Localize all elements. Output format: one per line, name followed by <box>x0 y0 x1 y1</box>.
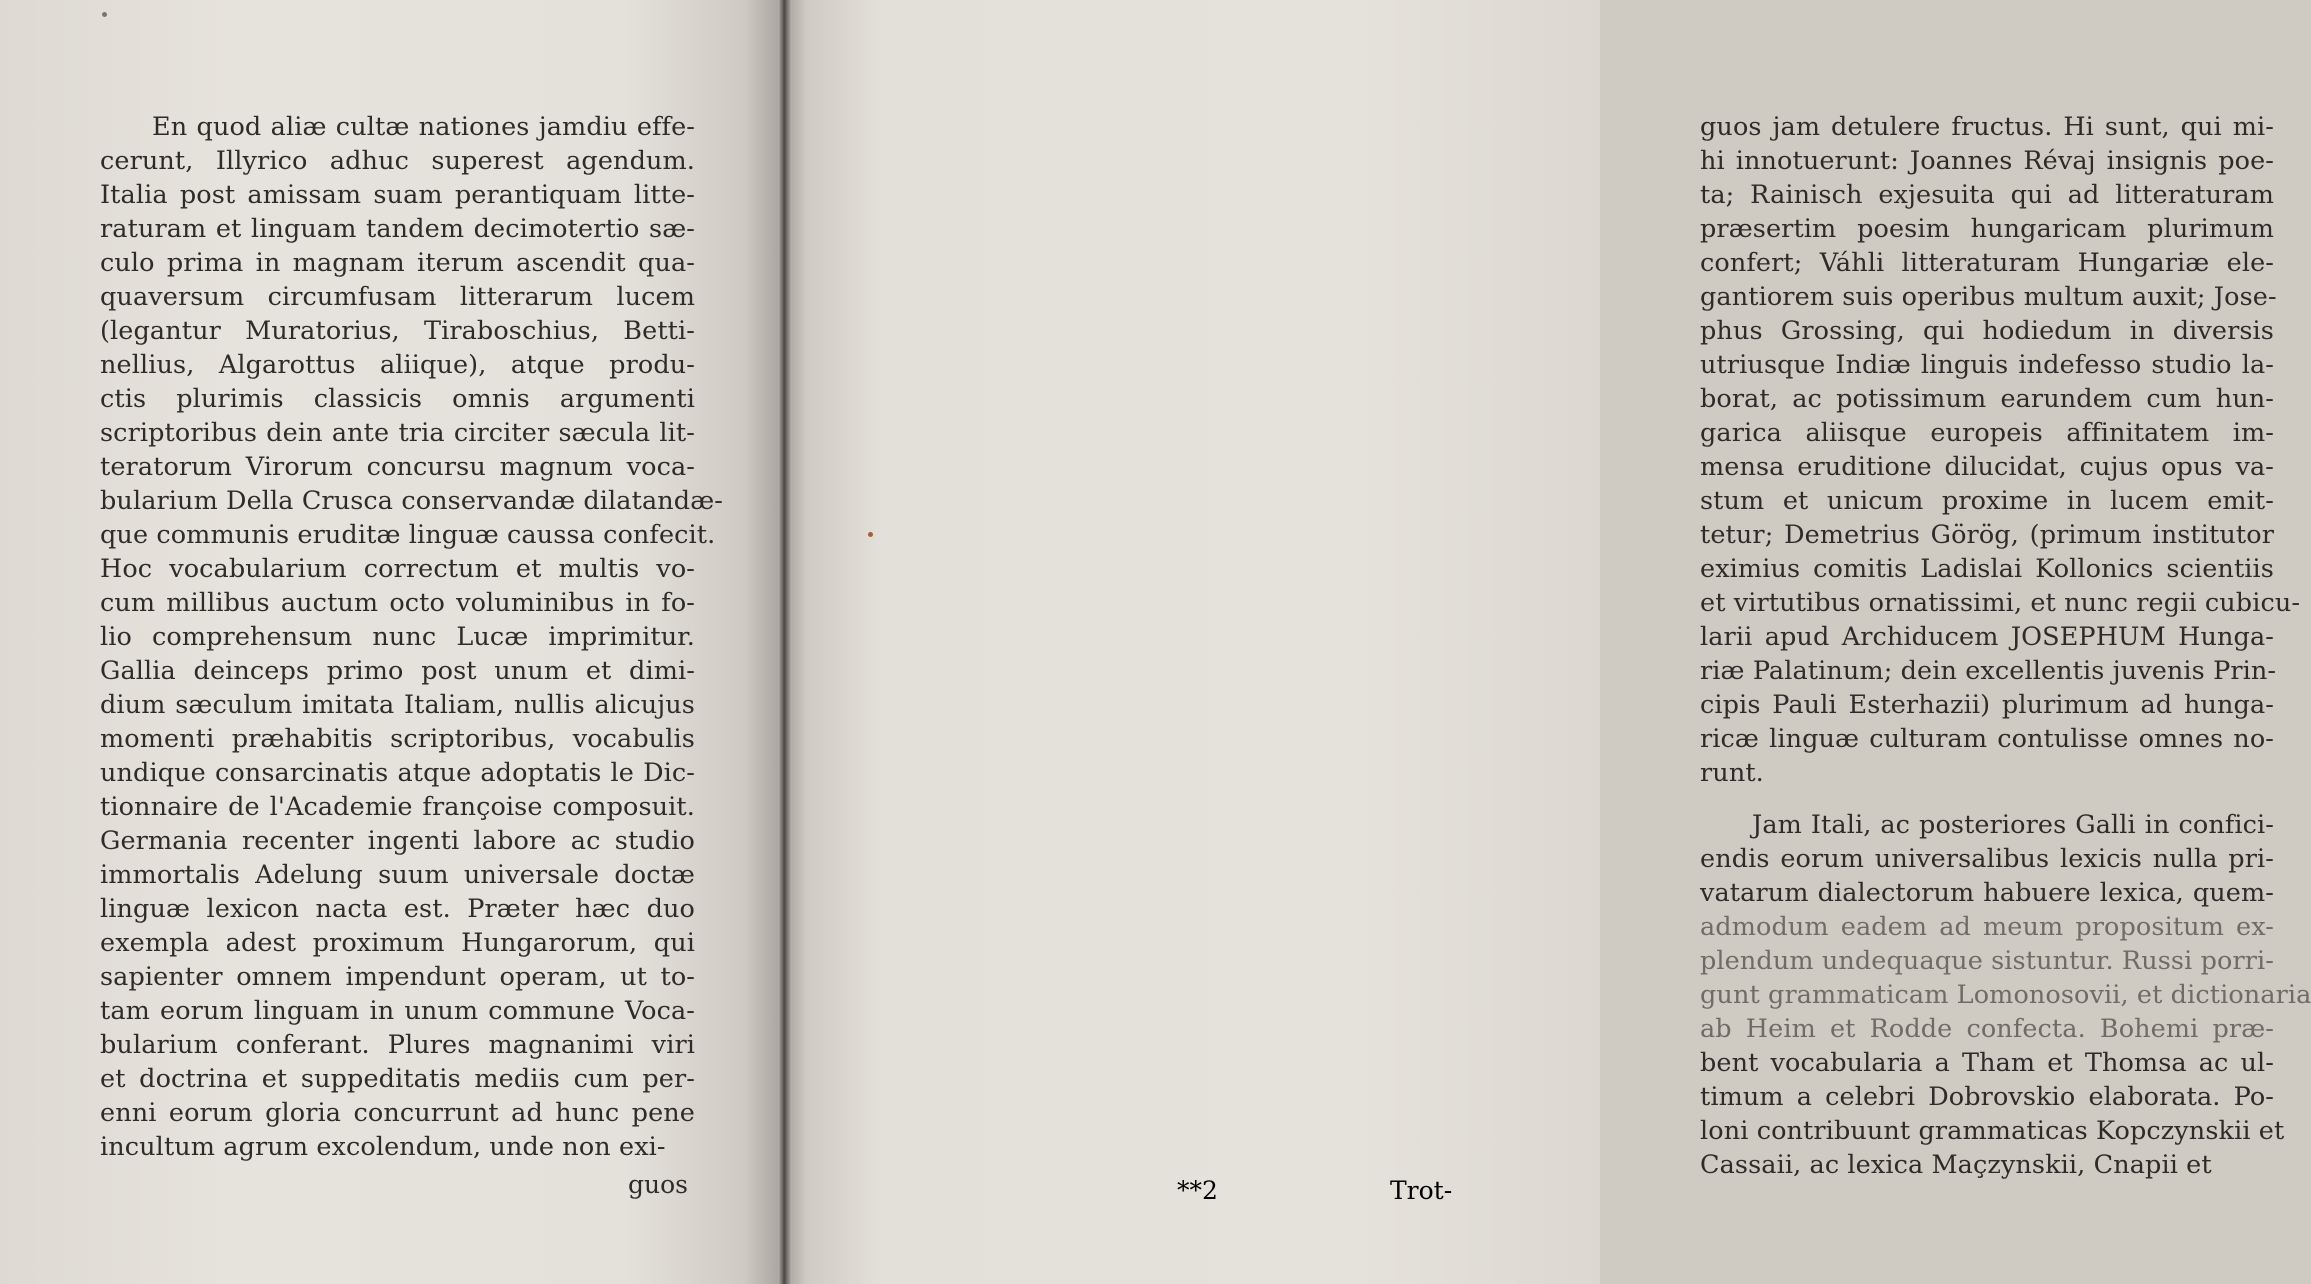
text-line: que communis eruditæ linguæ caussa confecit. <box>100 520 716 550</box>
left-page <box>0 0 782 1284</box>
text-line: phus Grossing, qui hodiedum in diversis <box>1700 316 2274 346</box>
text-line: runt. <box>1700 758 1764 788</box>
right-page <box>782 0 2311 1284</box>
text-line: Hoc vocabularium correctum et multis vo- <box>100 554 695 584</box>
text-line: tam eorum linguam in unum commune Voca- <box>100 996 695 1026</box>
text-line: enni eorum gloria concurrunt ad hunc pene <box>100 1098 695 1128</box>
left-page-text <box>100 110 723 1164</box>
left-catchword: guos <box>628 1170 688 1199</box>
text-line: tionnaire de l'Academie françoise composuit. <box>100 792 695 822</box>
text-line: bularium Della Crusca conservandæ dilatandæ- <box>100 486 723 516</box>
text-line: endis eorum universalibus lexicis nulla pri- <box>1700 844 2274 874</box>
text-line: garica aliisque europeis affinitatem im- <box>1700 418 2274 448</box>
text-line: Gallia deinceps primo post unum et dimi- <box>100 656 695 686</box>
text-line: cipis Pauli Esterhazii) plurimum ad hunga- <box>1700 690 2274 720</box>
text-line: ctis plurimis classicis omnis argumenti <box>100 384 695 414</box>
text-line: teratorum Virorum concursu magnum voca- <box>100 452 695 482</box>
text-line: bularium conferant. Plures magnanimi viri <box>100 1030 695 1060</box>
text-line: mensa eruditione dilucidat, cujus opus va- <box>1700 452 2274 482</box>
text-line: utriusque Indiæ linguis indefesso studio la- <box>1700 350 2274 380</box>
text-line: admodum eadem ad meum propositum ex- <box>1700 912 2274 942</box>
text-line: quaversum circumfusam litterarum lucem <box>100 282 695 312</box>
signature-mark: **2 <box>1177 1176 1218 1205</box>
text-line: undique consarcinatis atque adoptatis le Dic- <box>100 758 695 788</box>
text-line: Germania recenter ingenti labore ac studio <box>100 826 695 856</box>
text-line: præsertim poesim hungaricam plurimum <box>1700 214 2274 244</box>
text-line: et doctrina et suppeditatis mediis cum per- <box>100 1064 695 1094</box>
text-line: stum et unicum proxime in lucem emit- <box>1700 486 2274 516</box>
text-line: momenti præhabitis scriptoribus, vocabulis <box>100 724 695 754</box>
text-line: Cassaii, ac lexica Maçzynskii, Cnapii et <box>1700 1150 2212 1180</box>
right-catchword: Trot- <box>1390 1176 1453 1205</box>
text-line: cum millibus auctum octo voluminibus in fo- <box>100 588 695 618</box>
text-line: gunt grammaticam Lomonosovii, et dictionaria <box>1700 980 2311 1010</box>
text-line: larii apud Archiducem JOSEPHUM Hunga- <box>1700 622 2274 652</box>
text-line: plendum undequaque sistuntur. Russi porri- <box>1700 946 2274 976</box>
text-line: tetur; Demetrius Görög, (primum institutor <box>1700 520 2274 550</box>
text-line: (legantur Muratorius, Tiraboschius, Betti- <box>100 316 695 346</box>
text-line: ricæ linguæ culturam contulisse omnes no- <box>1700 724 2274 754</box>
text-line: exempla adest proximum Hungarorum, qui <box>100 928 695 958</box>
text-line: ta; Rainisch exjesuita qui ad litteraturam <box>1700 180 2274 210</box>
text-line: linguæ lexicon nacta est. Præter hæc duo <box>100 894 695 924</box>
text-line: cerunt, Illyrico adhuc superest agendum. <box>100 146 695 176</box>
text-line: borat, ac potissimum earundem cum hun- <box>1700 384 2274 414</box>
text-line: ab Heim et Rodde confecta. Bohemi præ- <box>1700 1014 2274 1044</box>
book-gutter <box>778 0 792 1284</box>
text-line: scriptoribus dein ante tria circiter sæcula lit- <box>100 418 695 448</box>
text-line: vatarum dialectorum habuere lexica, quem- <box>1700 878 2274 908</box>
text-line: bent vocabularia a Tham et Thomsa ac ul- <box>1700 1048 2274 1078</box>
text-line: et virtutibus ornatissimi, et nunc regii cubicu- <box>1700 588 2301 618</box>
text-line: confert; Váhli litteraturam Hungariæ ele- <box>1700 248 2274 278</box>
paper-speck <box>868 532 873 537</box>
text-line: riæ Palatinum; dein excellentis juvenis Prin- <box>1700 656 2277 686</box>
text-line: eximius comitis Ladislai Kollonics scientiis <box>1700 554 2274 584</box>
text-line: hi innotuerunt: Joannes Révaj insignis poe- <box>1700 146 2274 176</box>
text-line: dium sæculum imitata Italiam, nullis alicujus <box>100 690 695 720</box>
text-line: lio comprehensum nunc Lucæ imprimitur. <box>100 622 695 652</box>
text-line: incultum agrum excolendum, unde non exi- <box>100 1132 666 1162</box>
text-line: Italia post amissam suam perantiquam litte- <box>100 180 695 210</box>
text-line: raturam et linguam tandem decimotertio sæ- <box>100 214 695 244</box>
text-line: nellius, Algarottus aliique), atque produ- <box>100 350 695 380</box>
text-line: En quod aliæ cultæ nationes jamdiu effe- <box>152 112 695 142</box>
text-line: timum a celebri Dobrovskio elaborata. Po- <box>1700 1082 2274 1112</box>
text-line: immortalis Adelung suum universale doctæ <box>100 860 695 890</box>
text-line: Jam Itali, ac posteriores Galli in confici- <box>1752 810 2274 840</box>
text-line: guos jam detulere fructus. Hi sunt, qui mi- <box>1700 112 2274 142</box>
text-line: loni contribuunt grammaticas Kopczynskii et <box>1700 1116 2285 1146</box>
right-page-text <box>1700 110 2311 1182</box>
text-line: sapienter omnem impendunt operam, ut to- <box>100 962 695 992</box>
text-line: gantiorem suis operibus multum auxit; Jose- <box>1700 282 2277 312</box>
paper-speck <box>102 12 107 17</box>
text-line: culo prima in magnam iterum ascendit qua- <box>100 248 695 278</box>
